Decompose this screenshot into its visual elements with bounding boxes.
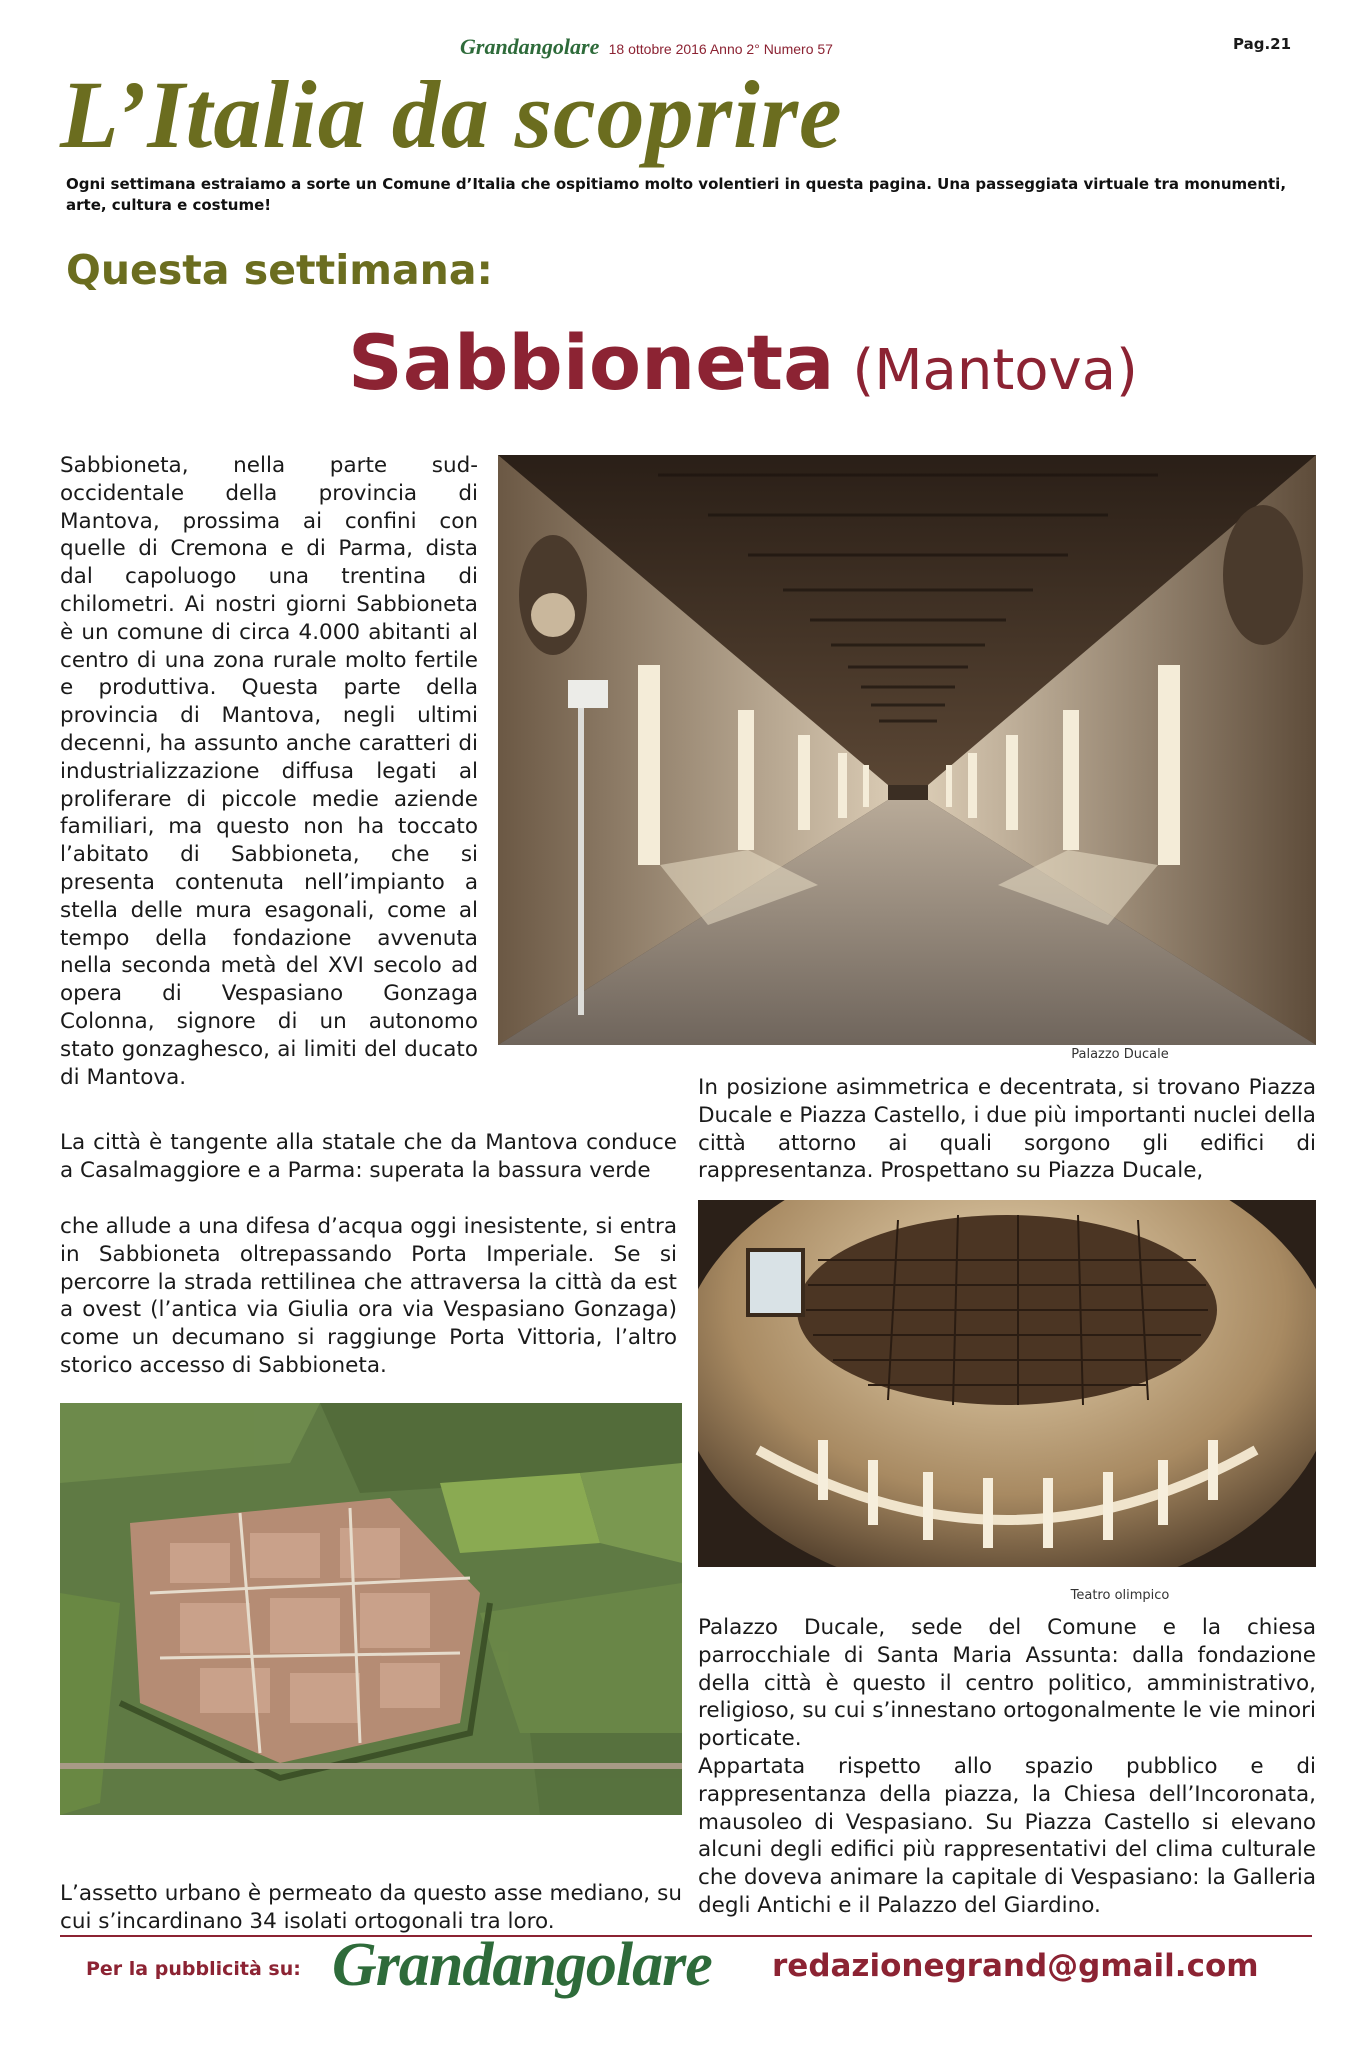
province-name: (Mantova)	[852, 338, 1138, 403]
gallery-photo	[498, 455, 1316, 1045]
article-paragraph-2: La città è tangente alla statale che da Mantova conduce a Casalmaggiore e a Parma: superata la bassura verde	[60, 1130, 677, 1183]
footer-brand-logo: Grandangolare	[332, 1931, 712, 1999]
article-paragraph-4: L’assetto urbano è permeato da questo asse mediano, su cui s’incardinano 34 isolati ortogonali tra loro.	[60, 1881, 682, 1934]
contact-email[interactable]: redazionegrand@gmail.com	[772, 1948, 1259, 1984]
article-paragraph-7: Appartata rispetto allo spazio pubblico e di rappresentanza della piazza, la Chiesa dell’Incoronata, mausoleo di Vespasiano. Su Piazza Castello si elevano alcuni degli edifici più rappresentativi del clima culturale che doveva animare la capitale di Vespasiano: la Galleria degli Antichi e il Palazzo del Giardino.	[698, 1754, 1316, 1918]
town-name: Sabbioneta	[348, 318, 835, 407]
theatre-photo	[698, 1200, 1316, 1567]
intro-text: Ogni settimana estraiamo a sorte un Comune d’Italia che ospitiamo molto volentieri in questa pagina. Una passeggiata virtuale tra monumenti, arte, cultura e costume!	[66, 175, 1287, 214]
gallery-caption: Palazzo Ducale	[1071, 1047, 1169, 1062]
page-title: L’Italia da scoprire	[60, 61, 843, 168]
article-paragraph-5: In posizione asimmetrica e decentrata, si trovano Piazza Ducale e Piazza Castello, i due più importanti nuclei della città attorno ai quali sorgono gli edifici di rappresentanza. Prospettano su Piazza Ducale,	[698, 1075, 1316, 1184]
article-paragraph-6: Palazzo Ducale, sede del Comune e la chiesa parrocchiale di Santa Maria Assunta: dalla fondazione della città è questo il centro politico, amministrativo, religioso, su cui s’innestano ortogonalmente le vie minori porticate.	[698, 1615, 1316, 1752]
article-paragraph-3: che allude a una difesa d’acqua oggi inesistente, si entra in Sabbioneta oltrepassando Porta Imperiale. Se si percorre la strada rettilinea che attraversa la città da est a ovest (l’antica via Giulia ora via Vespasiano Gonzaga) come un decumano si raggiunge Porta Vittoria, l’altro storico accesso di Sabbioneta.	[60, 1214, 677, 1378]
masthead-brand: Grandangolare	[460, 34, 600, 59]
theatre-caption: Teatro olimpico	[1070, 1588, 1170, 1603]
aerial-photo	[60, 1403, 682, 1815]
masthead	[460, 34, 833, 60]
town-heading	[348, 318, 1138, 407]
week-label: Questa settimana:	[66, 246, 493, 294]
advertising-label: Per la pubblicità su:	[86, 1958, 301, 1980]
article-paragraph-1: Sabbioneta, nella parte sud-occidentale della provincia di Mantova, prossima ai confini con quelle di Cremona e di Parma, dista dal capoluogo una trentina di chilometri. Ai nostri giorni Sabbioneta è un comune di circa 4.000 abitanti al centro di una zona rurale molto fertile e produttiva. Questa parte della provincia di Mantova, negli ultimi decenni, ha assunto anche caratteri di industrializzazione diffusa legati al proliferare di piccole medie aziende familiari, ma questo non ha toccato l’abitato di Sabbioneta, che si presenta contenuta nell’impianto a stella delle mura esagonali, come al tempo della fondazione avvenuta nella seconda metà del XVI secolo ad opera di Vespasiano Gonzaga Colonna, signore di un autonomo stato gonzaghesco, ai limiti del ducato di Mantova.	[60, 453, 478, 1090]
issue-info: 18 ottobre 2016 Anno 2° Numero 57	[608, 41, 833, 57]
page-number: Pag.21	[1233, 35, 1292, 53]
